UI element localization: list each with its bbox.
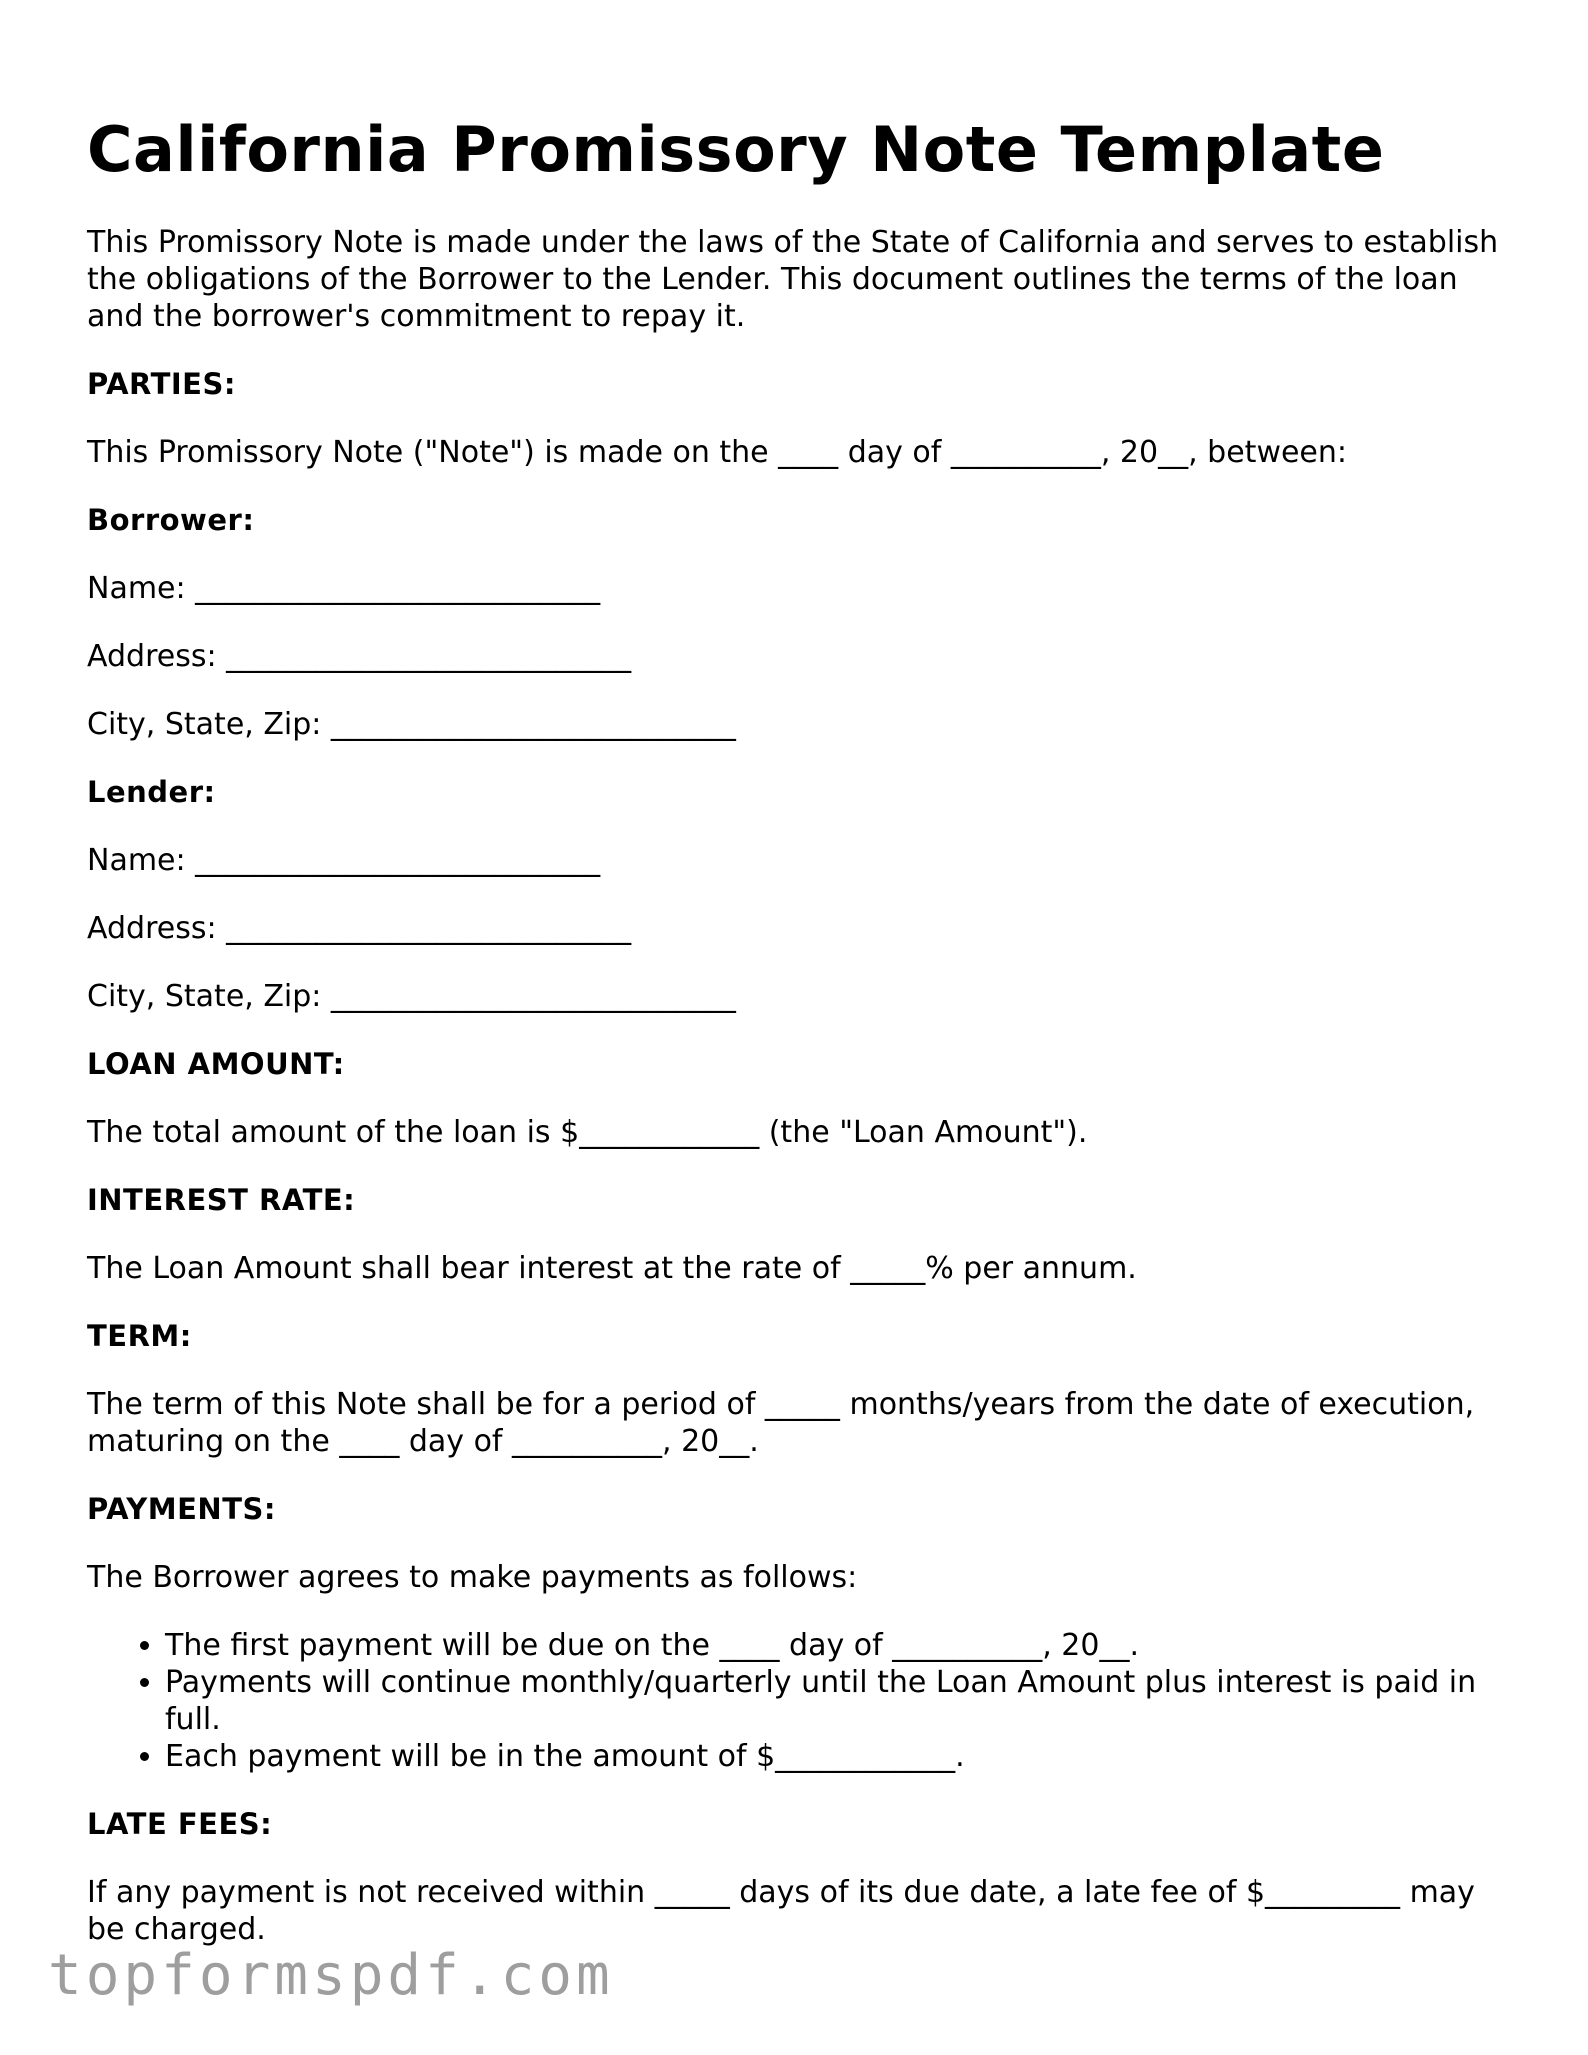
payments-heading: PAYMENTS: [87, 1492, 276, 1526]
term-heading: TERM: [87, 1319, 192, 1353]
parties-text: This Promissory Note ("Note") is made on the ____ day of __________, 20__, between: [87, 435, 1348, 470]
payments-list [87, 1627, 1507, 1775]
document-title: California Promissory Note Template [87, 113, 1385, 186]
lender-label: Lender: [87, 775, 216, 809]
term-text: The term of this Note shall be for a period of _____ months/years from the date of execution, maturing on the ____ day of __________, 20__. [87, 1387, 1475, 1459]
payments-text: The Borrower agrees to make payments as follows: [87, 1560, 858, 1595]
document-page [87, 110, 1507, 1979]
borrower-city-field: City, State, Zip: ___________________________ [87, 707, 736, 742]
parties-heading: PARTIES: [87, 367, 236, 401]
borrower-address-field: Address: ___________________________ [87, 639, 632, 674]
late-fees-text: If any payment is not received within _____ days of its due date, a late fee of $_________ may be charged. [87, 1875, 1475, 1947]
borrower-name-field: Name: ___________________________ [87, 571, 601, 606]
list-item: • Payments will continue monthly/quarterly until the Loan Amount plus interest is paid in full. [165, 1664, 1507, 1738]
interest-rate-text: The Loan Amount shall bear interest at the rate of _____% per annum. [87, 1251, 1137, 1286]
list-item: • Each payment will be in the amount of $____________. [165, 1738, 1507, 1775]
lender-name-field: Name: ___________________________ [87, 843, 601, 878]
intro-paragraph: This Promissory Note is made under the laws of the State of California and serves to establish the obligations of the Borrower to the Lender. This document outlines the terms of the loan and the borrower's commitment to repay it. [87, 225, 1499, 334]
lender-address-field: Address: ___________________________ [87, 911, 632, 946]
loan-amount-text: The total amount of the loan is $____________ (the "Loan Amount"). [87, 1115, 1088, 1150]
list-item: • The first payment will be due on the ____ day of __________, 20__. [165, 1627, 1507, 1664]
borrower-label: Borrower: [87, 503, 255, 537]
watermark: topformspdf.com [48, 1943, 614, 2008]
lender-city-field: City, State, Zip: ___________________________ [87, 979, 736, 1014]
loan-amount-heading: LOAN AMOUNT: [87, 1047, 345, 1081]
late-fees-heading: LATE FEES: [87, 1807, 273, 1841]
interest-rate-heading: INTEREST RATE: [87, 1183, 356, 1217]
